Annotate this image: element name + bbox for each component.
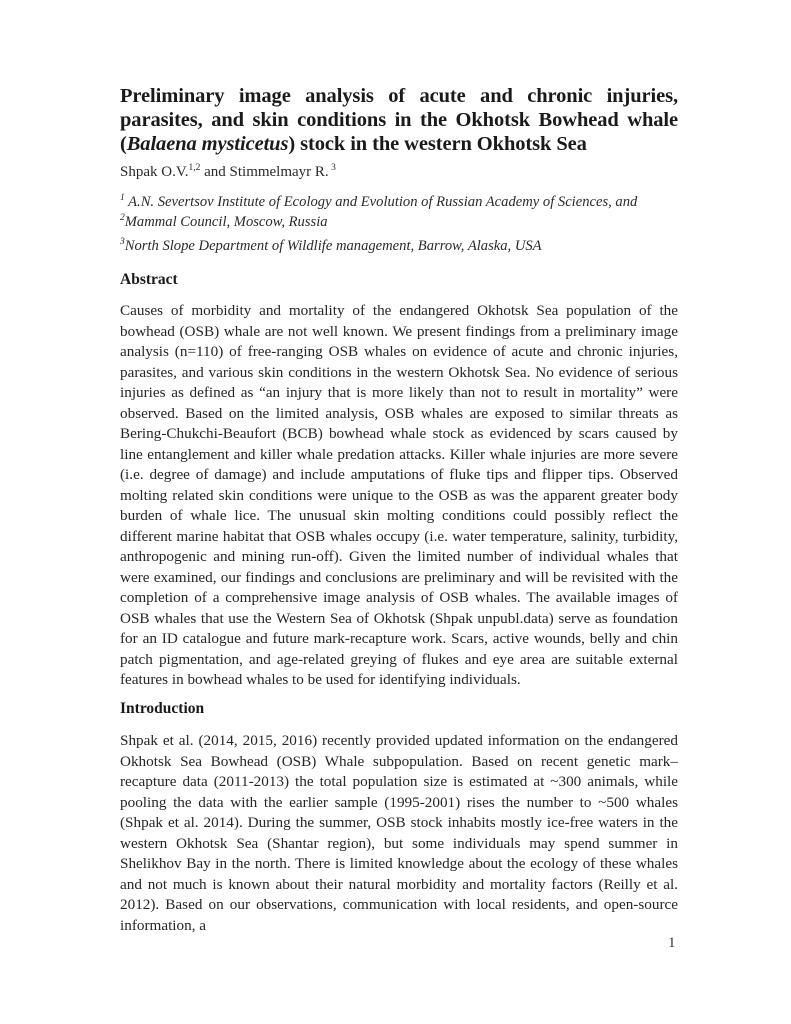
affiliation-block-1-2 [120,193,678,232]
affiliation-3 [120,237,678,257]
page-number: 1 [668,935,676,951]
abstract-paragraph: Causes of morbidity and mortality of the endangered Okhotsk Sea population of the bowhead (OSB) whale are not well known. We present findings from a preliminary image analysis (n=110) of free-ranging OSB whales on evidence of acute and chronic injuries, parasites, and various skin conditions in the western Okhotsk Sea. No evidence of serious injuries as defined as “an injury that is more likely than not to result in mortality” were observed. Based on the limited analysis, OSB whales are exposed to similar threats as Bering-Chukchi-Beaufort (BCB) bowhead whale stock as evidenced by scars caused by line entanglement and killer whale predation attacks. Killer whale injuries are more severe (i.e. degree of damage) and include amputations of fluke tips and flipper tips. Observed molting related skin conditions were unique to the OSB as was the apparent greater body burden of whale lice. The unusual skin molting conditions could possibly reflect the different marine habitat that OSB whales occupy (i.e. water temperature, salinity, turbidity, anthropogenic and mining run-off). Given the limited number of individual whales that were examined, our findings and conclusions are preliminary and will be revisited with the completion of a comprehensive image analysis of OSB whales. The available images of OSB whales that use the Western Sea of Okhotsk (Shpak unpubl.data) serve as foundation for an ID catalogue and future mark-recapture work. Scars, active wounds, belly and chin patch pigmentation, and age-related greying of flukes and eye area are suitable external features in bowhead whales to be used for identifying individuals. [120,302,678,688]
author-shpak-affiliation-marker: 1,2 [188,163,201,173]
title-species-name: Balaena mysticetus [126,133,289,155]
title-text-part1: Preliminary image analysis of acute and chronic injuries, parasites, and skin conditions in the Okhotsk Bowhead whale ( [120,85,678,155]
author-stimmelmayr: and Stimmelmayr R. [200,164,329,180]
affiliation-2-text: Mammal Council, Moscow, Russia [124,213,328,230]
introduction-paragraph: Shpak et al. (2014, 2015, 2016) recently provided updated information on the endangered Okhotsk Sea Bowhead (OSB) Whale subpopulation. Based on recent genetic mark–recapture data (2011-2013) the total population size is estimated at ~300 animals, while pooling the data with the earlier sample (1995-2001) rises the number to ~500 whales (Shpak et al. 2014). During the summer, OSB stock inhabits mostly ice-free waters in the western Okhotsk Sea (Shantar region), but some individuals may spend summer in Shelikhov Bay in the north. There is limited knowledge about the ecology of these whales and not much is known about their natural morbidity and mortality factors (Reilly et al. 2012). Based on our observations, communication with local residents, and open-source information, a [120,732,678,934]
paper-title [120,84,678,156]
affiliation-2-marker: 2 [120,212,125,223]
affiliation-1-marker: 1 [120,193,125,203]
author-line [120,162,678,182]
affiliation-1-text: A.N. Severtsov Institute of Ecology and Evolution of Russian Academy of Sciences, and [124,194,638,210]
affiliation-1 [120,193,678,213]
affiliation-2 [120,213,678,233]
abstract-heading: Abstract [120,271,178,288]
title-text-part2: ) stock in the western Okhotsk Sea [288,133,587,155]
affiliation-3-marker: 3 [120,237,125,247]
author-shpak: Shpak O.V. [120,164,189,180]
author-stimmelmayr-affiliation-marker: 3 [328,163,336,173]
introduction-heading: Introduction [120,700,205,717]
affiliation-3-text: North Slope Department of Wildlife management, Barrow, Alaska, USA [124,238,542,254]
